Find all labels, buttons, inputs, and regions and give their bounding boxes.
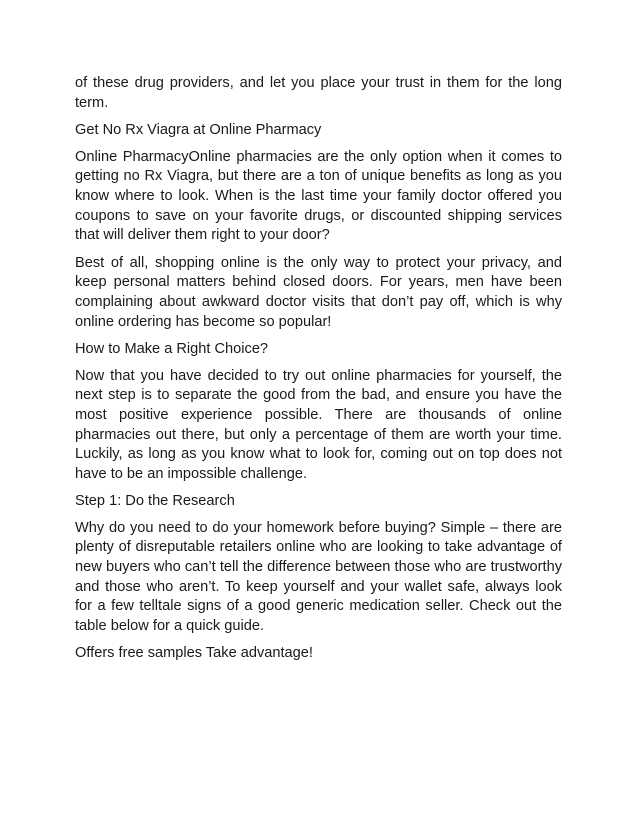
paragraph-free-samples: Offers free samples Take advantage! bbox=[75, 645, 313, 662]
paragraph-online-pharmacy: Online PharmacyOnline pharmacies are the only option when it comes to getting no Rx Viagra, but there are a ton of unique benefits as long as you know where to look. When is the last time your family doctor offered you coupons to save on your favorite drugs, or discounted shipping services that will deliver them right to your door? bbox=[75, 148, 562, 244]
paragraph-next-step: Now that you have decided to try out online pharmacies for yourself, the next step is to separate the good from the bad, and ensure you have the most positive experience possible. There are thousands of online pharmacies out there, but only a percentage of them are worth your time. Luckily, as long as you know what to look for, coming out on top does not have to be an impossible challenge. bbox=[75, 367, 562, 482]
document-page bbox=[75, 74, 562, 672]
heading-get-no-rx: Get No Rx Viagra at Online Pharmacy bbox=[75, 122, 322, 139]
paragraph-intro: of these drug providers, and let you place your trust in them for the long term. bbox=[75, 75, 562, 111]
heading-right-choice: How to Make a Right Choice? bbox=[75, 341, 269, 358]
heading-step-1: Step 1: Do the Research bbox=[75, 493, 235, 510]
paragraph-privacy: Best of all, shopping online is the only way to protect your privacy, and keep personal matters behind closed doors. For years, men have been complaining about awkward doctor visits that don’t pay off, which is why online ordering has become so popular! bbox=[75, 254, 562, 330]
paragraph-homework: Why do you need to do your homework before buying? Simple – there are plenty of disreputable retailers online who are looking to take advantage of new buyers who can’t tell the difference between those who are trustworthy and those who aren’t. To keep yourself and your wallet safe, always look for a few telltale signs of a good generic medication seller. Check out the table below for a quick guide. bbox=[75, 519, 562, 634]
